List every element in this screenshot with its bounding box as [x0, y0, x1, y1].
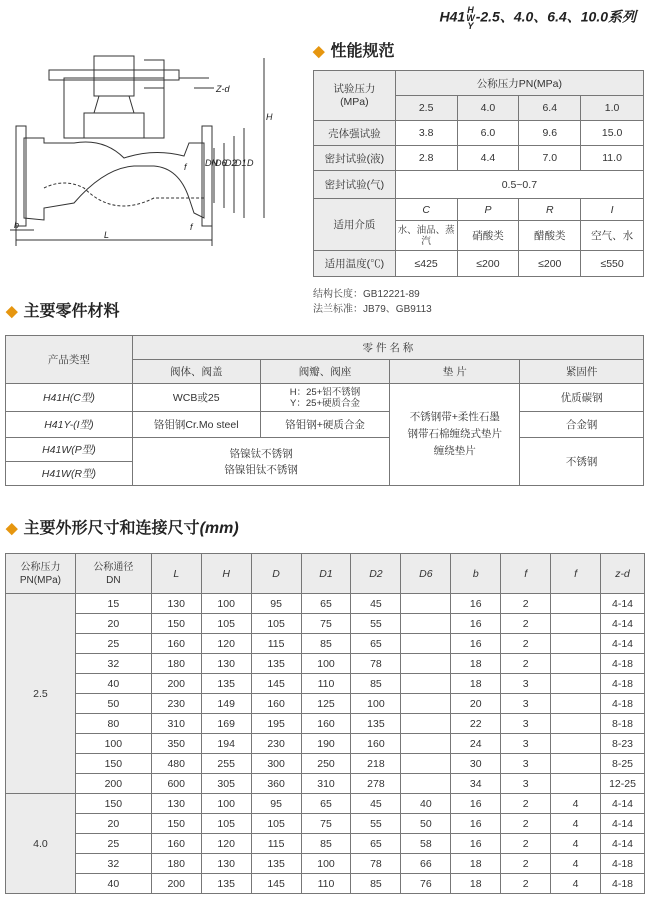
mat-type: H41W(R型) — [6, 462, 133, 486]
mat-type: H41H(C型) — [6, 384, 133, 412]
dim-pn-cell: 4.0 — [6, 794, 76, 894]
perf-cell: 3.8 — [395, 121, 457, 146]
dim-cell: 4-14 — [600, 594, 644, 614]
dim-header: D — [251, 554, 301, 594]
dim-cell: 16 — [451, 834, 501, 854]
perf-cell: 15.0 — [581, 121, 644, 146]
dim-cell: 18 — [451, 874, 501, 894]
section-dimensions-unit: (mm) — [199, 520, 239, 537]
dim-cell: 78 — [351, 654, 401, 674]
table-row — [6, 874, 645, 894]
section-dimensions-label: 主要外形尺寸和连接尺寸 — [23, 520, 200, 537]
dim-cell — [401, 734, 451, 754]
handle — [144, 60, 164, 88]
dim-cell: 100 — [75, 734, 151, 754]
label-d6: D6 — [215, 158, 227, 168]
dim-cell: 160 — [351, 734, 401, 754]
perf-medium-code: I — [581, 199, 644, 221]
title-stack-mid: W — [466, 13, 475, 23]
passage-line — [44, 183, 204, 206]
dim-cell: 160 — [251, 694, 301, 714]
dim-cell: 160 — [151, 634, 201, 654]
mat-header-type: 产品类型 — [6, 336, 133, 384]
dim-cell: 135 — [251, 854, 301, 874]
dim-cell: 20 — [75, 614, 151, 634]
dim-cell — [401, 754, 451, 774]
mat-fastener: 优质碳钢 — [520, 384, 644, 412]
dim-cell — [401, 594, 451, 614]
dim-cell: 20 — [451, 694, 501, 714]
mat-header-parts: 零 件 名 称 — [132, 336, 643, 360]
page-title — [440, 6, 636, 30]
dim-cell: 150 — [75, 754, 151, 774]
dim-cell: 55 — [351, 614, 401, 634]
mat-body: 铬钼钢Cr.Mo steel — [132, 412, 260, 438]
dim-cell: 2 — [501, 854, 551, 874]
label-d2: D2 — [225, 158, 237, 168]
dim-cell: 85 — [301, 634, 351, 654]
dim-cell: 100 — [301, 854, 351, 874]
dim-cell: 110 — [301, 674, 351, 694]
dim-header: b — [451, 554, 501, 594]
dim-cell: 4-18 — [600, 854, 644, 874]
label-l: L — [104, 230, 110, 240]
section-materials-label: 主要零件材料 — [23, 303, 120, 320]
dim-cell: 16 — [451, 814, 501, 834]
title-stack — [466, 6, 475, 30]
dim-cell: 85 — [351, 874, 401, 894]
table-row — [6, 754, 645, 774]
dim-cell: 4 — [551, 854, 601, 874]
dim-cell: 4-14 — [600, 614, 644, 634]
perf-pn: 1.0 — [581, 96, 644, 121]
dim-cell: 12-25 — [600, 774, 644, 794]
mat-w-body: 铬镍钛不锈钢 — [229, 447, 293, 460]
dim-cell — [401, 614, 451, 634]
title-prefix: H41 — [439, 8, 466, 25]
title-suffix: -2.5、4.0、6.4、10.0系列 — [475, 8, 636, 25]
dim-cell: 8-23 — [600, 734, 644, 754]
dim-cell: 480 — [151, 754, 201, 774]
dim-cell: 305 — [201, 774, 251, 794]
dim-cell: 135 — [251, 654, 301, 674]
mat-fastener: 不锈钢 — [520, 438, 644, 486]
dim-cell: 22 — [451, 714, 501, 734]
perf-row-label: 适用温度(℃) — [314, 251, 396, 277]
dim-cell: 25 — [75, 834, 151, 854]
dim-cell: 40 — [401, 794, 451, 814]
dim-cell: 30 — [451, 754, 501, 774]
dim-cell: 100 — [351, 694, 401, 714]
title-stack-top: H — [467, 5, 474, 15]
mat-disc: Y：25+硬质合金 — [290, 397, 360, 409]
perf-cell: ≤200 — [519, 251, 581, 277]
perf-cell: 0.5~0.7 — [395, 171, 643, 199]
perf-header-pn: 公称压力PN(MPa) — [395, 71, 643, 96]
dim-cell: 160 — [301, 714, 351, 734]
dim-cell: 105 — [201, 614, 251, 634]
label-b: b — [14, 220, 20, 230]
label-h: H — [266, 112, 273, 122]
dim-cell: 115 — [251, 634, 301, 654]
dim-cell: 130 — [201, 654, 251, 674]
table-row — [6, 634, 645, 654]
dim-cell: 4-14 — [600, 634, 644, 654]
gland — [94, 56, 134, 96]
dim-cell — [401, 674, 451, 694]
dim-cell: 3 — [501, 694, 551, 714]
perf-cell: 7.0 — [519, 146, 581, 171]
dim-cell — [401, 634, 451, 654]
perf-header-test: 试验压力 (MPa) — [314, 71, 396, 121]
dim-cell: 2 — [501, 814, 551, 834]
perf-cell: 4.4 — [457, 146, 519, 171]
dim-cell — [551, 634, 601, 654]
dim-cell — [551, 714, 601, 734]
dim-cell: 85 — [301, 834, 351, 854]
dim-cell: 115 — [251, 834, 301, 854]
dim-header: D2 — [351, 554, 401, 594]
dim-cell: 195 — [251, 714, 301, 734]
mat-disc: 铬钼钢+硬质合金 — [260, 412, 390, 438]
dim-cell: 40 — [75, 874, 151, 894]
diamond-icon: ◆ — [6, 520, 18, 537]
dim-cell: 18 — [451, 654, 501, 674]
disc — [84, 113, 144, 138]
dim-cell: 34 — [451, 774, 501, 794]
dim-cell: 15 — [75, 594, 151, 614]
dim-cell: 40 — [75, 674, 151, 694]
table-row — [6, 654, 645, 674]
section-dimensions — [6, 515, 239, 538]
dim-cell: 135 — [351, 714, 401, 734]
dim-cell — [551, 774, 601, 794]
dim-cell: 150 — [151, 614, 201, 634]
section-performance — [313, 38, 395, 61]
dim-cell: 32 — [75, 654, 151, 674]
mat-header-col: 紧固件 — [520, 360, 644, 384]
dim-header: D6 — [401, 554, 451, 594]
dim-header: f — [501, 554, 551, 594]
dim-cell: 2 — [501, 614, 551, 634]
mat-type: H41W(P型) — [6, 438, 133, 462]
mat-gasket: 缠绕垫片 — [433, 445, 476, 457]
perf-cell: 2.8 — [395, 146, 457, 171]
dim-header: 公称通径 DN — [75, 554, 151, 594]
stem-nut — [94, 96, 134, 113]
perf-cell: ≤200 — [457, 251, 519, 277]
dim-cell: 18 — [451, 854, 501, 874]
dim-cell: 230 — [151, 694, 201, 714]
dim-cell: 18 — [451, 674, 501, 694]
dim-cell: 4-14 — [600, 834, 644, 854]
dim-cell: 200 — [75, 774, 151, 794]
dim-cell: 105 — [251, 814, 301, 834]
mat-gasket: 钢带石棉缠绕式垫片 — [407, 428, 503, 440]
label-f: f — [184, 162, 187, 172]
dim-cell: 66 — [401, 854, 451, 874]
dim-cell: 20 — [75, 814, 151, 834]
dim-cell: 110 — [301, 874, 351, 894]
dim-cell: 310 — [301, 774, 351, 794]
dim-cell: 169 — [201, 714, 251, 734]
dim-cell — [551, 694, 601, 714]
mat-header-col: 阀体、阀盖 — [132, 360, 260, 384]
dim-cell — [401, 774, 451, 794]
dim-cell: 4 — [551, 814, 601, 834]
diamond-icon: ◆ — [313, 43, 325, 60]
dim-cell: 160 — [151, 834, 201, 854]
dim-cell: 8-25 — [600, 754, 644, 774]
performance-table — [313, 70, 644, 277]
dim-cell: 278 — [351, 774, 401, 794]
perf-row-label: 适用介质 — [314, 199, 396, 251]
table-row — [6, 594, 645, 614]
dim-cell — [551, 674, 601, 694]
perf-medium-value: 硝酸类 — [457, 221, 519, 251]
perf-medium-value: 水、油品、蒸汽 — [395, 221, 457, 251]
dim-cell: 180 — [151, 854, 201, 874]
dim-cell: 100 — [301, 654, 351, 674]
dim-cell: 95 — [251, 794, 301, 814]
perf-row-label: 密封试验(液) — [314, 146, 396, 171]
perf-cell: 11.0 — [581, 146, 644, 171]
dim-cell: 105 — [201, 814, 251, 834]
dim-cell: 3 — [501, 674, 551, 694]
perf-pn: 2.5 — [395, 96, 457, 121]
perf-pn: 6.4 — [519, 96, 581, 121]
dim-cell: 230 — [251, 734, 301, 754]
mat-type: H41Y-(I型) — [6, 412, 133, 438]
table-row — [6, 794, 645, 814]
dim-header: D1 — [301, 554, 351, 594]
dim-cell: 218 — [351, 754, 401, 774]
valve-body-outline — [24, 138, 204, 220]
dim-cell: 360 — [251, 774, 301, 794]
dim-cell: 2 — [501, 634, 551, 654]
perf-medium-code: R — [519, 199, 581, 221]
dim-cell: 100 — [201, 794, 251, 814]
table-row — [6, 734, 645, 754]
table-row — [6, 834, 645, 854]
perf-medium-value: 空气、水 — [581, 221, 644, 251]
table-row — [6, 774, 645, 794]
dim-cell: 75 — [301, 814, 351, 834]
mat-w-body: 铬镍钼钛不锈钢 — [224, 463, 298, 476]
dim-header: H — [201, 554, 251, 594]
dim-cell: 55 — [351, 814, 401, 834]
dim-cell — [551, 594, 601, 614]
dim-cell: 32 — [75, 854, 151, 874]
dim-cell — [551, 754, 601, 774]
dim-cell: 16 — [451, 614, 501, 634]
dim-cell: 350 — [151, 734, 201, 754]
dim-cell: 65 — [351, 634, 401, 654]
table-row — [6, 674, 645, 694]
dim-cell: 50 — [75, 694, 151, 714]
section-materials — [6, 298, 120, 321]
perf-medium-value: 醋酸类 — [519, 221, 581, 251]
dim-cell: 4 — [551, 834, 601, 854]
note-line: 结构长度：GB12221-89 — [313, 289, 420, 300]
dim-cell: 150 — [151, 814, 201, 834]
dim-cell: 145 — [251, 674, 301, 694]
table-row — [6, 714, 645, 734]
perf-cell: ≤550 — [581, 251, 644, 277]
bonnet — [64, 78, 164, 138]
dim-cell: 8-18 — [600, 714, 644, 734]
dim-cell: 250 — [301, 754, 351, 774]
dim-cell: 255 — [201, 754, 251, 774]
valve-drawing — [4, 48, 304, 258]
dim-cell: 45 — [351, 794, 401, 814]
dim-cell: 145 — [251, 874, 301, 894]
dim-cell: 100 — [201, 594, 251, 614]
dim-cell: 16 — [451, 794, 501, 814]
table-row — [6, 814, 645, 834]
table-row — [6, 614, 645, 634]
dim-cell — [401, 694, 451, 714]
dim-cell: 600 — [151, 774, 201, 794]
dimensions-table — [5, 553, 645, 894]
label-dn: DN — [205, 158, 218, 168]
table-row — [6, 854, 645, 874]
dim-cell: 4-18 — [600, 674, 644, 694]
dim-cell: 3 — [501, 754, 551, 774]
dim-cell: 200 — [151, 874, 201, 894]
dim-cell: 3 — [501, 734, 551, 754]
dim-cell — [551, 654, 601, 674]
dim-cell — [551, 614, 601, 634]
diamond-icon: ◆ — [6, 303, 18, 320]
dim-cell — [551, 734, 601, 754]
dim-cell: 25 — [75, 634, 151, 654]
dim-cell: 4-18 — [600, 654, 644, 674]
dim-cell: 105 — [251, 614, 301, 634]
dim-cell: 2 — [501, 654, 551, 674]
dim-cell — [401, 714, 451, 734]
dim-cell: 194 — [201, 734, 251, 754]
dim-cell: 75 — [301, 614, 351, 634]
perf-row-label: 密封试验(气) — [314, 171, 396, 199]
dim-cell: 4-18 — [600, 874, 644, 894]
dim-cell: 50 — [401, 814, 451, 834]
dim-cell: 2 — [501, 834, 551, 854]
dim-cell: 130 — [151, 794, 201, 814]
dim-cell: 180 — [151, 654, 201, 674]
dim-pn-cell: 2.5 — [6, 594, 76, 794]
dim-cell: 45 — [351, 594, 401, 614]
dim-cell: 135 — [201, 674, 251, 694]
title-stack-bot: Y — [467, 21, 474, 31]
dim-header: f — [551, 554, 601, 594]
dim-cell: 24 — [451, 734, 501, 754]
label-f2: f — [190, 222, 193, 232]
dim-cell: 2 — [501, 794, 551, 814]
section-performance-label: 性能规范 — [330, 43, 395, 60]
mat-header-col: 垫 片 — [390, 360, 520, 384]
dim-cell: 16 — [451, 594, 501, 614]
dim-header: L — [151, 554, 201, 594]
dim-cell: 120 — [201, 634, 251, 654]
mat-fastener: 合金钢 — [520, 412, 644, 438]
dim-cell: 130 — [201, 854, 251, 874]
dim-cell: 4-18 — [600, 694, 644, 714]
dim-cell: 76 — [401, 874, 451, 894]
dim-cell: 149 — [201, 694, 251, 714]
dim-cell: 310 — [151, 714, 201, 734]
label-d1: D1 — [235, 158, 247, 168]
dim-cell: 65 — [301, 794, 351, 814]
mat-gasket: 不锈钢带+柔性石墨 — [409, 411, 500, 423]
dim-cell: 4-14 — [600, 814, 644, 834]
dim-cell: 200 — [151, 674, 201, 694]
dim-cell: 3 — [501, 774, 551, 794]
dim-cell: 4-14 — [600, 794, 644, 814]
dim-cell: 4 — [551, 874, 601, 894]
dim-header: z-d — [600, 554, 644, 594]
dim-cell: 85 — [351, 674, 401, 694]
dim-cell: 3 — [501, 714, 551, 734]
perf-cell: 6.0 — [457, 121, 519, 146]
dim-cell: 2 — [501, 874, 551, 894]
dim-cell: 16 — [451, 634, 501, 654]
label-d: D — [247, 158, 254, 168]
dim-cell: 4 — [551, 794, 601, 814]
label-zd: Z-d — [216, 84, 230, 94]
dim-header: 公称压力 PN(MPa) — [6, 554, 76, 594]
dim-cell: 190 — [301, 734, 351, 754]
note-line: 法兰标准：JB79、GB9113 — [313, 304, 432, 315]
table-row — [6, 694, 645, 714]
dim-cell: 80 — [75, 714, 151, 734]
dim-cell: 65 — [301, 594, 351, 614]
perf-cell: 9.6 — [519, 121, 581, 146]
materials-table — [5, 335, 644, 486]
dim-cell: 300 — [251, 754, 301, 774]
mat-header-col: 阀瓣、阀座 — [260, 360, 390, 384]
dim-cell — [401, 654, 451, 674]
dim-cell: 150 — [75, 794, 151, 814]
perf-pn: 4.0 — [457, 96, 519, 121]
dim-cell: 58 — [401, 834, 451, 854]
perf-medium-code: P — [457, 199, 519, 221]
perf-cell: ≤425 — [395, 251, 457, 277]
mat-body: WCB或25 — [132, 384, 260, 412]
dim-cell: 120 — [201, 834, 251, 854]
dim-cell: 95 — [251, 594, 301, 614]
perf-medium-code: C — [395, 199, 457, 221]
perf-row-label: 壳体强试验 — [314, 121, 396, 146]
dim-cell: 2 — [501, 594, 551, 614]
dim-cell: 125 — [301, 694, 351, 714]
mat-disc: H：25+铝不锈钢 — [289, 386, 361, 398]
standards-notes — [313, 287, 432, 317]
dim-cell: 135 — [201, 874, 251, 894]
dim-cell: 65 — [351, 834, 401, 854]
dim-cell: 78 — [351, 854, 401, 874]
dim-cell: 130 — [151, 594, 201, 614]
